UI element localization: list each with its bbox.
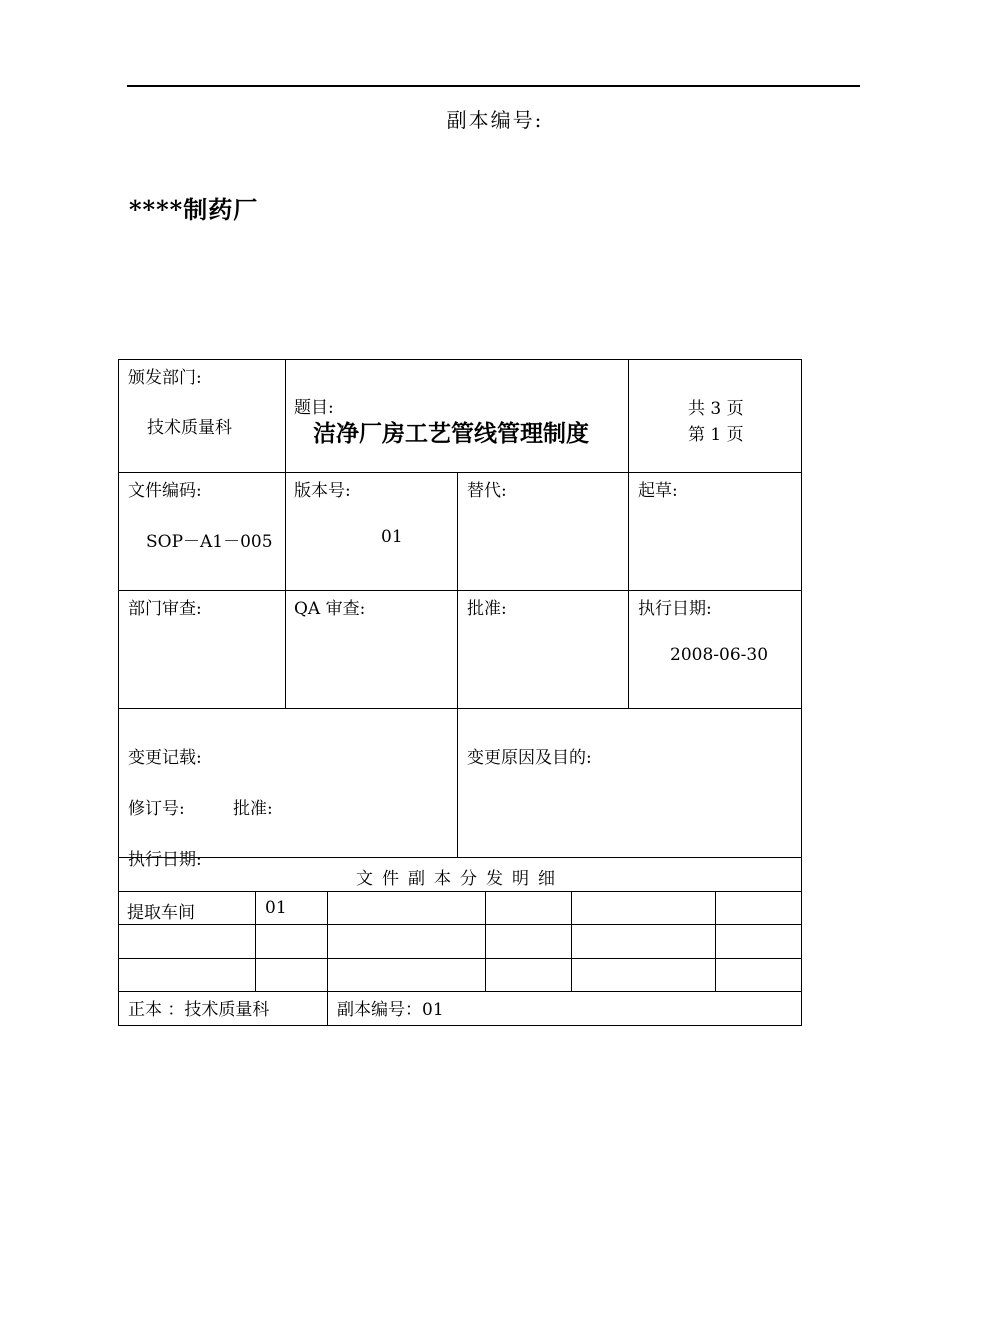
- row-divider: [118, 891, 802, 892]
- col-divider: [285, 359, 286, 709]
- table-border-bottom: [118, 1025, 802, 1026]
- copy-number-label: 副本编号:: [446, 108, 544, 132]
- row-divider: [118, 958, 802, 959]
- revision-date-clip: [118, 835, 456, 870]
- replace-label: 替代:: [467, 481, 507, 501]
- effective-date-value: 2008-06-30: [670, 645, 769, 665]
- factory-name: ****制药厂: [129, 195, 259, 224]
- document-control-table: [118, 359, 802, 1026]
- table-border-left: [118, 359, 119, 1026]
- col-divider: [255, 891, 256, 992]
- effective-date-label: 执行日期:: [638, 599, 712, 619]
- col-divider: [571, 891, 572, 992]
- table-cell: 01: [265, 898, 287, 918]
- draft-label: 起草:: [638, 481, 678, 501]
- top-rule: [127, 85, 860, 87]
- dept-review-label: 部门审查:: [128, 599, 202, 619]
- col-divider: [485, 891, 486, 992]
- change-reason-label: 变更原因及目的:: [467, 748, 592, 768]
- row-divider: [118, 991, 802, 992]
- row-divider: [118, 924, 802, 925]
- page-number: 第 1 页: [688, 425, 744, 445]
- row-divider: [118, 857, 802, 858]
- original-holder-label: 正本 ：技术质量科: [128, 1000, 270, 1020]
- doc-code-label: 文件编码:: [128, 481, 202, 501]
- col-divider: [327, 891, 328, 1026]
- change-record-label: 变更记载:: [128, 748, 202, 768]
- doc-code-value: SOP－A1－005: [146, 532, 273, 552]
- subject-label: 题目:: [294, 398, 334, 418]
- row-divider: [118, 472, 802, 473]
- revision-approve-label: 批准:: [233, 799, 273, 819]
- approve-label: 批准:: [467, 599, 507, 619]
- col-divider: [457, 472, 458, 858]
- table-border-right: [801, 359, 802, 1026]
- issuing-dept-label: 颁发部门:: [128, 368, 202, 388]
- row-divider: [118, 708, 802, 709]
- distribution-heading: 文件副本分发明细: [356, 869, 564, 889]
- subject-value: 洁净厂房工艺管线管理制度: [313, 420, 589, 447]
- revision-date-label: 执行日期:: [128, 850, 202, 870]
- version-label: 版本号:: [294, 481, 351, 501]
- col-divider: [628, 359, 629, 709]
- revision-no-label: 修订号:: [128, 799, 185, 819]
- total-pages: 共 3 页: [688, 399, 744, 419]
- col-divider: [715, 891, 716, 992]
- table-border-top: [118, 359, 802, 360]
- copy-number-field: 副本编号：01: [337, 1000, 444, 1020]
- issuing-dept-value: 技术质量科: [147, 418, 232, 438]
- row-divider: [118, 590, 802, 591]
- version-value: 01: [381, 527, 403, 547]
- table-cell: 提取车间: [127, 903, 195, 923]
- qa-review-label: QA 审查:: [294, 599, 366, 619]
